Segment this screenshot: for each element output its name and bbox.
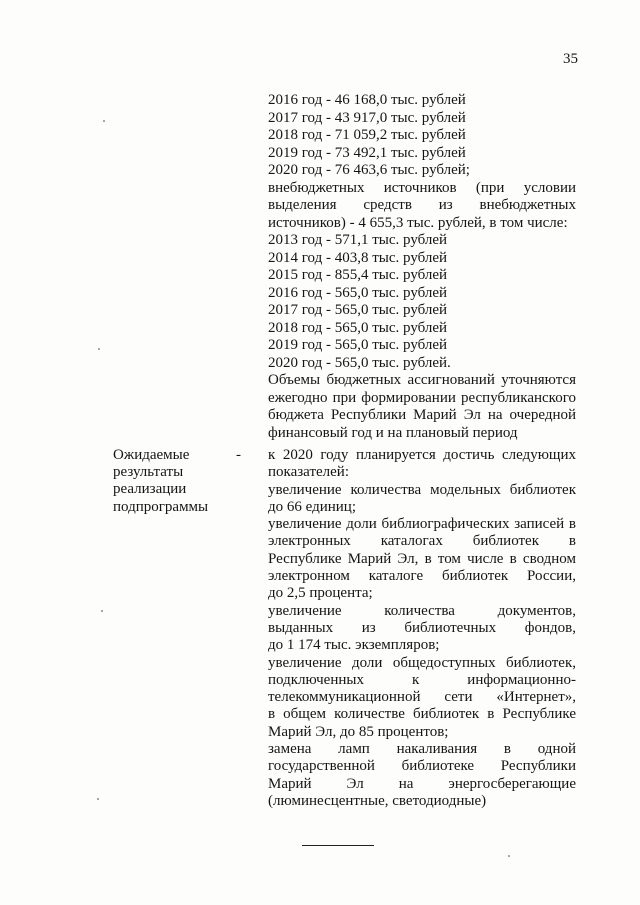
result-line: замена ламп накаливания в одной <box>268 741 576 758</box>
result-line: показателей: <box>268 464 349 481</box>
expected-results-text <box>268 447 576 810</box>
result-line: (люминесцентные, светодиодные) <box>268 792 487 809</box>
financing-block <box>268 92 576 442</box>
budget-year-line: 2019 год - 73 492,1 тыс. рублей <box>268 144 466 161</box>
label-line: Ожидаемые <box>113 447 190 463</box>
label-line: реализации <box>113 481 187 498</box>
expected-results-label <box>113 447 223 516</box>
extrabudget-year-line: 2014 год - 403,8 тыс. рублей <box>268 249 448 266</box>
budget-year-line: 2020 год - 76 463,6 тыс. рублей; <box>268 162 470 178</box>
scan-speck <box>508 855 510 857</box>
scan-speck <box>98 348 100 350</box>
result-line: телекоммуникационной сети «Интернет», <box>268 689 576 706</box>
result-line: к 2020 году планируется достичь следующих <box>268 447 576 463</box>
result-line: увеличение количества документов, <box>268 602 576 619</box>
result-line: государственной библиотеке Республики <box>268 758 576 775</box>
financing-note-line: финансовый год и на плановый период <box>268 424 518 441</box>
result-line: Марий Эл на энергосберегающие <box>268 775 576 792</box>
result-line: Марий Эл, до 85 процентов; <box>268 723 449 740</box>
result-line: в общем количестве библиотек в Республике <box>268 706 576 723</box>
scan-speck <box>97 798 99 800</box>
extrabudget-year-line: 2019 год - 565,0 тыс. рублей <box>268 337 448 353</box>
label-dash: - <box>236 447 241 463</box>
label-line: результаты <box>113 464 184 481</box>
result-line: электронном каталоге библиотек России, <box>268 568 576 585</box>
budget-year-line: 2017 год - 43 917,0 тыс. рублей <box>268 109 466 126</box>
extrabudget-year-line: 2013 год - 571,1 тыс. рублей <box>268 232 448 248</box>
result-line: выданных из библиотечных фондов, <box>268 619 576 636</box>
scan-speck <box>103 120 105 122</box>
extrabudget-year-line: 2015 год - 855,4 тыс. рублей <box>268 267 448 283</box>
financing-note-line: бюджета Республики Марий Эл на очередной <box>268 407 576 423</box>
budget-year-line: 2016 год - 46 168,0 тыс. рублей <box>268 92 466 108</box>
extrabudget-intro-line: выделения средств из внебюджетных <box>268 197 576 213</box>
extrabudget-year-line: 2020 год - 565,0 тыс. рублей. <box>268 354 451 371</box>
result-line: до 66 единиц; <box>268 498 357 515</box>
footer-rule <box>302 845 374 846</box>
result-line: до 1 174 тыс. экземпляров; <box>268 637 440 654</box>
budget-year-line: 2018 год - 71 059,2 тыс. рублей <box>268 127 466 143</box>
financing-note-line: Объемы бюджетных ассигнований уточняются <box>268 372 576 388</box>
result-line: увеличение доли библиографических записей в <box>268 516 576 533</box>
scan-speck <box>101 610 103 612</box>
result-line: подключенных к информационно- <box>268 671 576 688</box>
result-line: до 2,5 процента; <box>268 585 373 602</box>
page-number: 35 <box>563 51 578 67</box>
result-line: увеличение доли общедоступных библиотек, <box>268 654 576 671</box>
extrabudget-intro-line: внебюджетных источников (при условии <box>268 179 576 196</box>
result-line: Республике Марий Эл, в том числе в сводном <box>268 550 576 567</box>
financing-note-line: ежегодно при формировании республиканского <box>268 389 576 406</box>
extrabudget-year-line: 2016 год - 565,0 тыс. рублей <box>268 284 448 301</box>
extrabudget-year-line: 2018 год - 565,0 тыс. рублей <box>268 319 448 336</box>
label-line: подпрограммы <box>113 498 209 515</box>
extrabudget-year-line: 2017 год - 565,0 тыс. рублей <box>268 302 448 318</box>
result-line: электронных каталогах библиотек в <box>268 533 576 550</box>
extrabudget-intro-line: источников) - 4 655,3 тыс. рублей, в том числе: <box>268 214 568 231</box>
result-line: увеличение количества модельных библиотек <box>268 481 576 498</box>
